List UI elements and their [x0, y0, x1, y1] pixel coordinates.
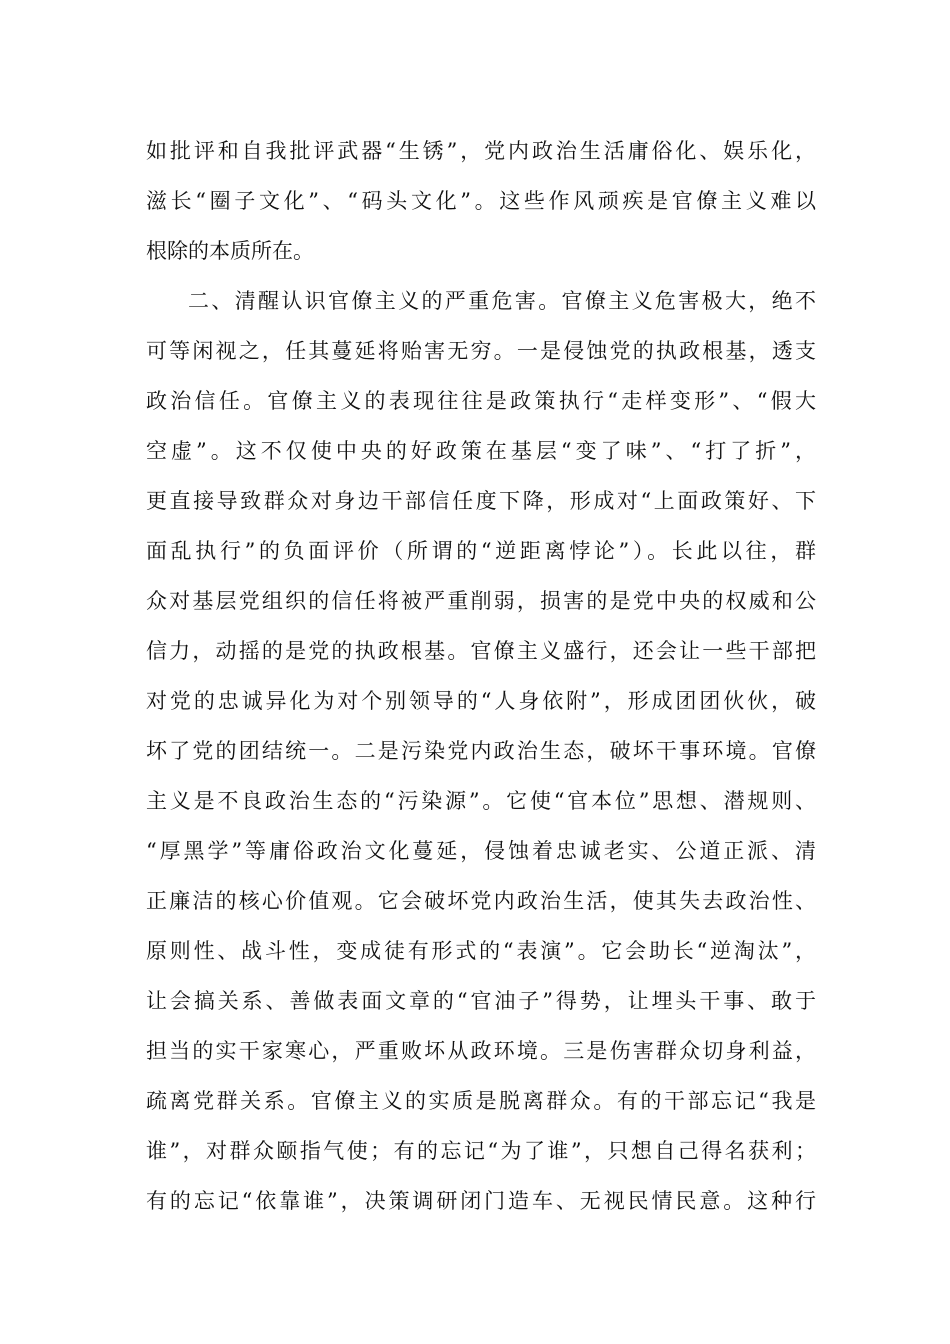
text-line: 让会搞关系、善做表面文章的“官油子”得势，让埋头干事、敢于	[146, 989, 816, 1013]
text-line: 主义是不良政治生态的“污染源”。它使“官本位”思想、潜规则、	[146, 789, 816, 813]
text-line: 担当的实干家寒心，严重败坏从政环境。三是伤害群众切身利益，	[146, 1039, 816, 1063]
text-line: 信力，动摇的是党的执政根基。官僚主义盛行，还会让一些干部把	[146, 639, 816, 663]
text-line: 可等闲视之，任其蔓延将贻害无穷。一是侵蚀党的执政根基，透支	[146, 339, 816, 363]
text-line: 正廉洁的核心价值观。它会破坏党内政治生活，使其失去政治性、	[146, 889, 816, 913]
text-line: 坏了党的团结统一。二是污染党内政治生态，破坏干事环境。官僚	[146, 739, 816, 763]
text-line: 政治信任。官僚主义的表现往往是政策执行“走样变形”、“假大	[146, 389, 816, 413]
text-line: 众对基层党组织的信任将被严重削弱，损害的是党中央的权威和公	[146, 589, 816, 613]
text-line: 更直接导致群众对身边干部信任度下降，形成对“上面政策好、下	[146, 489, 816, 513]
text-line: 谁”，对群众颐指气使；有的忘记“为了谁”，只想自己得名获利；	[146, 1139, 816, 1163]
text-line: 滋长“圈子文化”、“码头文化”。这些作风顽疾是官僚主义难以	[146, 189, 816, 213]
text-line: 原则性、战斗性，变成徒有形式的“表演”。它会助长“逆淘汰”，	[146, 939, 816, 963]
text-line: 空虚”。这不仅使中央的好政策在基层“变了味”、“打了折”，	[146, 439, 816, 463]
paragraph-first-line: 二、清醒认识官僚主义的严重危害。官僚主义危害极大，绝不	[188, 289, 816, 313]
text-line: 根除的本质所在。	[146, 239, 314, 263]
text-line: 疏离党群关系。官僚主义的实质是脱离群众。有的干部忘记“我是	[146, 1089, 816, 1113]
text-line: 面乱执行”的负面评价（所谓的“逆距离悖论”）。长此以往，群	[146, 539, 816, 563]
text-line: 有的忘记“依靠谁”，决策调研闭门造车、无视民情民意。这种行	[146, 1189, 816, 1213]
text-line: 如批评和自我批评武器“生锈”，党内政治生活庸俗化、娱乐化，	[146, 139, 816, 163]
text-line: 对党的忠诚异化为对个别领导的“人身依附”，形成团团伙伙，破	[146, 689, 816, 713]
text-line: “厚黑学”等庸俗政治文化蔓延，侵蚀着忠诚老实、公道正派、清	[146, 839, 816, 863]
